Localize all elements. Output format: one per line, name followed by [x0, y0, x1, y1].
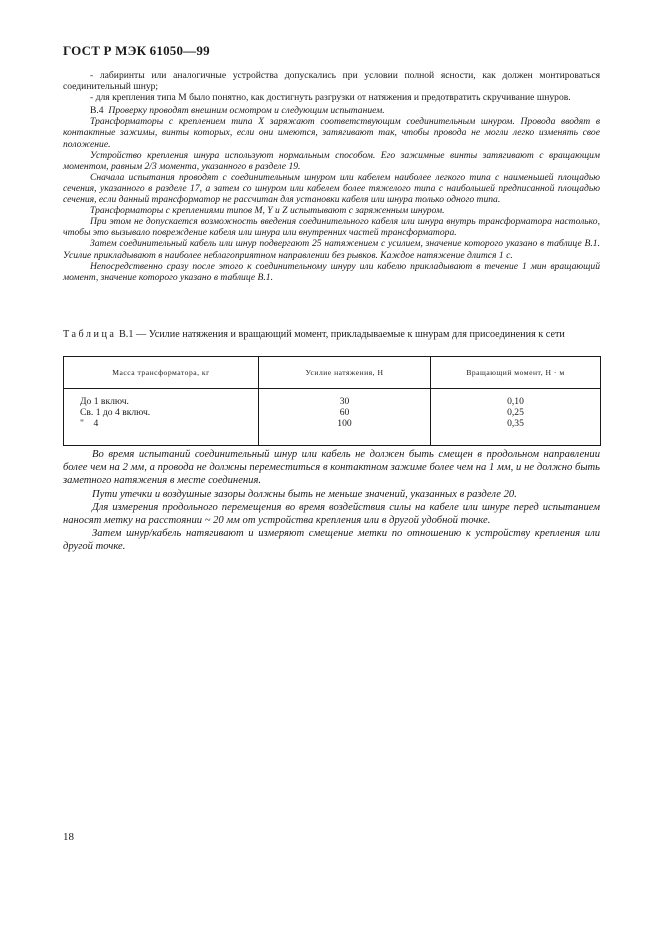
paragraph: Затем шнур/кабель натягивают и измеряют смещение метки по отношению к устройству крепления или другой точке.: [63, 528, 600, 553]
cell-line: 60: [339, 406, 350, 418]
page-number: 18: [63, 831, 74, 843]
paragraph: Устройство крепления шнура используют нормальным способом. Его зажимные винты затягивают с вращающим моментом, равным 2/3 момента, указанного в разделе 19.: [63, 149, 600, 172]
cell-line: 0,35: [507, 417, 524, 429]
paragraph: Сначала испытания проводят с соединительным шнуром или кабелем наиболее легкого типа с наименьшей площадью сечения, указанного в разделе 17, а затем со шнуром или кабелем более тяжелого типа с наибольшей предписанной площадью сечения, если данный трансформатор не рассчитан для установки кабеля или шнура только одного типа.: [63, 171, 600, 206]
clause-number: B.4: [90, 105, 104, 117]
clause-title: Проверку проводят внешним осмотром и следующим испытанием.: [108, 105, 385, 117]
table-header-row: [64, 357, 601, 389]
paragraph: Трансформаторы с креплением типа X заряжают соответствующим соединительным шнуром. Провода вводят в контактные зажимы, винты которых, если они имеются, затягивают так, чтобы провода не могли легко изменять свое положение.: [63, 116, 600, 150]
paragraph: Затем соединительный кабель или шнур подвергают 25 натяжением с усилием, значение которого указано в таблице B.1. Усилие прикладывают в наиболее неблагоприятном направлении без рывков. Каждое натяжение длится 1 с.: [63, 238, 600, 261]
cell-line: " 4: [80, 417, 99, 429]
table-row: [64, 389, 601, 446]
text-block-bottom: [63, 448, 600, 554]
table-caption-label: Таблица: [63, 329, 117, 340]
paragraph: Для измерения продольного перемещения во время воздействия силы на кабеле или шнуре перед испытанием наносят метку на расстоянии ~ 20 мм от устройства крепления или в другой удобной точке.: [63, 501, 600, 527]
paragraph: Пути утечки и воздушные зазоры должны быть не меньше значений, указанных в разделе 20.: [92, 488, 517, 500]
column-header: Вращающий момент, Н · м: [431, 357, 601, 389]
cell-line: 100: [337, 417, 352, 429]
document-header: ГОСТ Р МЭК 61050—99: [63, 43, 210, 58]
paragraph: При этом не допускается возможность введения соединительного кабеля или шнура внутрь трансформатора настолько, чтобы это вызывало повреждение кабеля или шнура или внутренних частей трансформатора.: [63, 216, 600, 239]
table-b1: [63, 356, 601, 446]
cell-line: До 1 включ.: [80, 396, 129, 407]
cell-line: 0,10: [507, 396, 524, 407]
paragraph: - лабиринты или аналогичные устройства допускались при условии полной ясности, как должен монтироваться соединительный шнур;: [63, 70, 600, 93]
cell-line: Св. 1 до 4 включ.: [80, 406, 151, 418]
table-caption-text: B.1 — Усилие натяжения и вращающий момент, прикладываемые к шнурам для присоединения к сети: [116, 329, 565, 340]
table-cell-force: [259, 389, 431, 446]
column-header: Усилие натяжения, Н: [259, 357, 431, 389]
table-cell-torque: [431, 389, 601, 446]
paragraph: Во время испытаний соединительный шнур или кабель не должен быть смещен в продольном направлении более чем на 2 мм, а провода не должны переместиться в контактном зажиме более чем на 1 мм, и не должно быть заметного натяжения в месте соединения.: [63, 449, 600, 487]
text-block-top: [63, 70, 600, 283]
column-header: Масса трансформатора, кг: [64, 357, 259, 389]
table-cell-mass: [64, 389, 259, 446]
cell-line: 0,25: [507, 406, 524, 418]
paragraph: - для крепления типа М было понятно, как достигнуть разгрузки от натяжения и предотвратить скручивание шнуров.: [90, 92, 571, 104]
clause-b4: [63, 105, 600, 116]
cell-line: 30: [339, 396, 350, 407]
paragraph: Непосредственно сразу после этого к соединительному шнуру или кабелю прикладывают в течение 1 мин вращающий момент, значение которого указано в таблице B.1.: [63, 260, 600, 283]
table-caption: [63, 329, 600, 341]
paragraph: Трансформаторы с креплениями типов М, Y и Z испытывают с заряженным шнуром.: [90, 205, 445, 217]
